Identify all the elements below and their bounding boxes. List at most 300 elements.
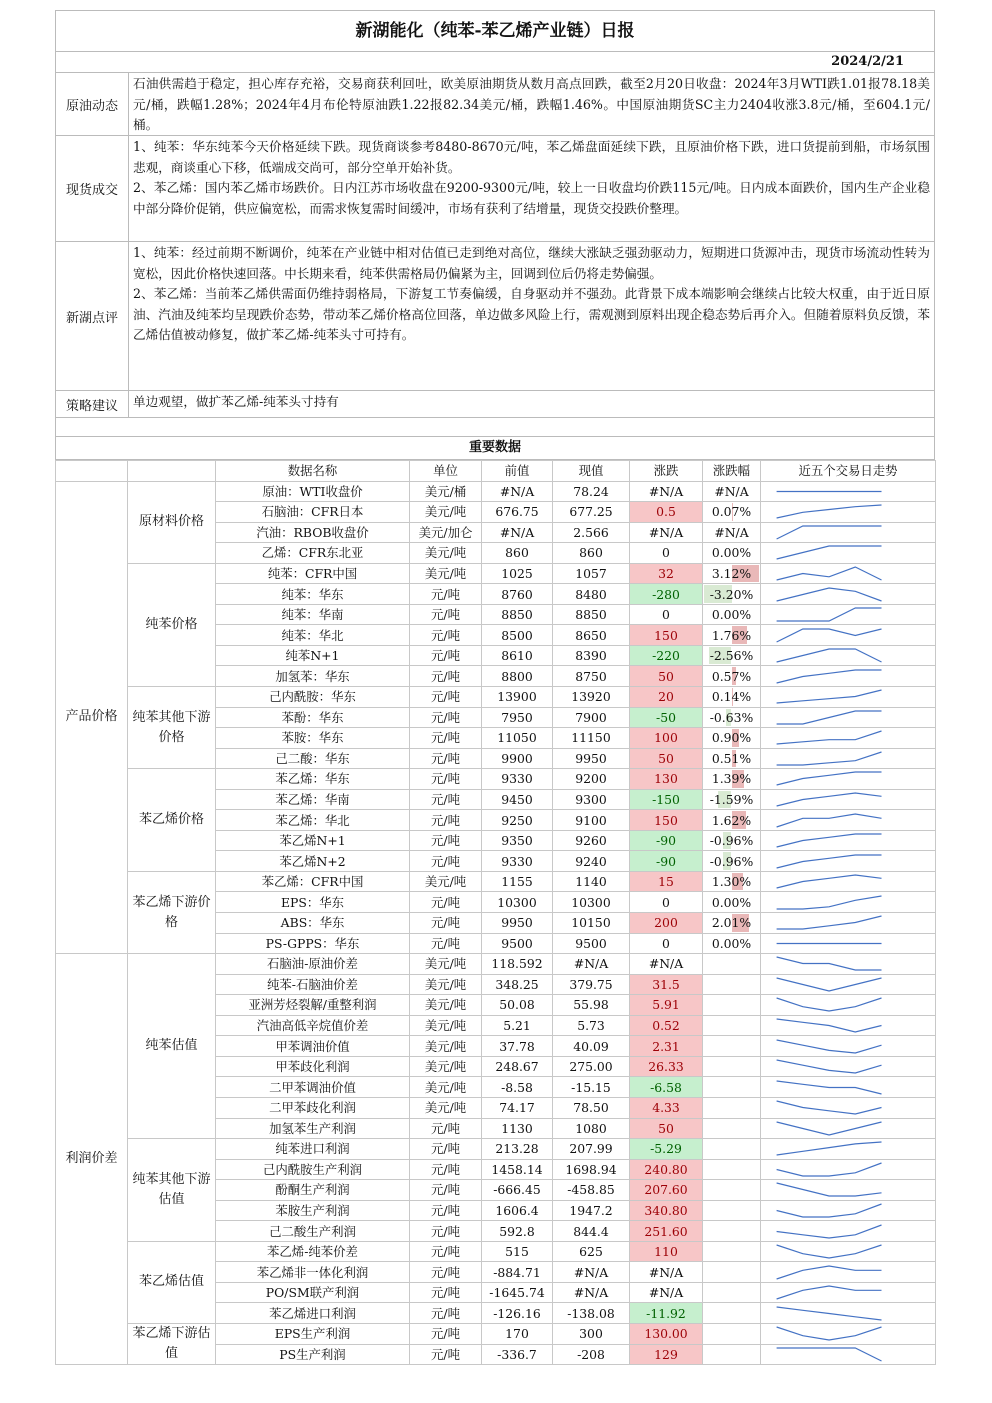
current-value-cell: 55.98 bbox=[553, 995, 630, 1016]
data-name-cell: 甲苯歧化利润 bbox=[216, 1056, 410, 1077]
current-value-cell: 9500 bbox=[553, 933, 630, 954]
trend-sparkline bbox=[761, 1282, 936, 1303]
change-cell: 4.33 bbox=[630, 1097, 703, 1118]
current-value-cell: 40.09 bbox=[553, 1036, 630, 1057]
trend-sparkline bbox=[761, 892, 936, 913]
trend-sparkline bbox=[761, 789, 936, 810]
change-cell: 207.60 bbox=[630, 1180, 703, 1201]
group-label: 苯乙烯下游价格 bbox=[128, 871, 216, 953]
current-value-cell: 1947.2 bbox=[553, 1200, 630, 1221]
group-label: 纯苯其他下游估值 bbox=[128, 1139, 216, 1242]
unit-cell: 元/吨 bbox=[410, 604, 482, 625]
change-cell: #N/A bbox=[630, 954, 703, 975]
change-cell: -50 bbox=[630, 707, 703, 728]
change-cell: -90 bbox=[630, 830, 703, 851]
sparkline-path bbox=[777, 752, 882, 765]
change-cell: #N/A bbox=[630, 1282, 703, 1303]
section-label: 现货成交 bbox=[56, 136, 129, 241]
change-cell: #N/A bbox=[630, 522, 703, 543]
percent-text: 0.14% bbox=[711, 689, 752, 705]
percent-text: 1.39% bbox=[711, 771, 752, 787]
change-cell: 150 bbox=[630, 810, 703, 831]
change-percent-cell bbox=[703, 769, 761, 790]
change-cell: -90 bbox=[630, 851, 703, 872]
current-value-cell: 1057 bbox=[553, 563, 630, 584]
change-cell: 2.31 bbox=[630, 1036, 703, 1057]
data-table bbox=[55, 460, 936, 1365]
change-percent-cell bbox=[703, 974, 761, 995]
sparkline-path bbox=[777, 670, 882, 683]
section-text bbox=[129, 391, 934, 417]
change-cell: -6.58 bbox=[630, 1077, 703, 1098]
data-name-cell: 苯胺生产利润 bbox=[216, 1200, 410, 1221]
current-value-cell: 9240 bbox=[553, 851, 630, 872]
percent-text: -2.56% bbox=[709, 648, 754, 664]
change-percent-cell bbox=[703, 1077, 761, 1098]
sparkline-path bbox=[777, 978, 882, 991]
prev-value-cell: 9330 bbox=[482, 769, 553, 790]
current-value-cell: #N/A bbox=[553, 954, 630, 975]
prev-value-cell: 860 bbox=[482, 543, 553, 564]
unit-cell: 元/吨 bbox=[410, 1241, 482, 1262]
sparkline-path bbox=[777, 588, 882, 601]
unit-cell: 美元/加仑 bbox=[410, 522, 482, 543]
sparkline-path bbox=[777, 1081, 882, 1094]
data-name-cell: 苯乙烯N+2 bbox=[216, 851, 410, 872]
trend-sparkline bbox=[761, 625, 936, 646]
current-value-cell: #N/A bbox=[553, 1262, 630, 1283]
change-cell: -5.29 bbox=[630, 1139, 703, 1160]
change-cell: 26.33 bbox=[630, 1056, 703, 1077]
section-paragraph: 单边观望，做扩苯乙烯-纯苯头寸持有 bbox=[133, 394, 339, 409]
data-name-cell: 苯乙烯-纯苯价差 bbox=[216, 1241, 410, 1262]
unit-cell: 元/吨 bbox=[410, 1282, 482, 1303]
change-percent-cell bbox=[703, 871, 761, 892]
unit-cell: 元/吨 bbox=[410, 1303, 482, 1324]
prev-value-cell: -1645.74 bbox=[482, 1282, 553, 1303]
current-value-cell: 13920 bbox=[553, 687, 630, 708]
prev-value-cell: 515 bbox=[482, 1241, 553, 1262]
percent-text: 1.30% bbox=[711, 874, 752, 890]
current-value-cell: -208 bbox=[553, 1344, 630, 1365]
change-percent-cell bbox=[703, 481, 761, 502]
change-percent-cell bbox=[703, 748, 761, 769]
data-name-cell: 苯乙烯：CFR中国 bbox=[216, 871, 410, 892]
trend-sparkline bbox=[761, 1241, 936, 1262]
section-0 bbox=[55, 73, 935, 136]
unit-cell: 元/吨 bbox=[410, 1200, 482, 1221]
trend-sparkline bbox=[761, 1323, 936, 1344]
trend-sparkline bbox=[761, 1097, 936, 1118]
trend-sparkline bbox=[761, 933, 936, 954]
sparkline-path bbox=[777, 814, 882, 827]
change-percent-cell bbox=[703, 502, 761, 523]
group-label: 纯苯价格 bbox=[128, 563, 216, 686]
unit-cell: 元/吨 bbox=[410, 830, 482, 851]
current-value-cell: 844.4 bbox=[553, 1221, 630, 1242]
prev-value-cell: 1458.14 bbox=[482, 1159, 553, 1180]
category-label: 产品价格 bbox=[56, 481, 128, 954]
data-name-cell: 苯乙烯非一体化利润 bbox=[216, 1262, 410, 1283]
data-name-cell: PS-GPPS：华东 bbox=[216, 933, 410, 954]
current-value-cell: 11150 bbox=[553, 728, 630, 749]
change-percent-cell bbox=[703, 687, 761, 708]
section-2 bbox=[55, 242, 935, 391]
current-value-cell: -138.08 bbox=[553, 1303, 630, 1324]
sparkline-path bbox=[777, 546, 882, 559]
change-cell: 5.91 bbox=[630, 995, 703, 1016]
sparkline-path bbox=[777, 957, 882, 970]
change-percent-cell bbox=[703, 625, 761, 646]
unit-cell: 元/吨 bbox=[410, 851, 482, 872]
sparkline-path bbox=[777, 649, 882, 662]
trend-sparkline bbox=[761, 1344, 936, 1365]
section-text bbox=[129, 242, 934, 390]
data-name-cell: 汽油高低辛烷值价差 bbox=[216, 1015, 410, 1036]
sparkline-path bbox=[777, 998, 882, 1011]
section-text bbox=[129, 73, 934, 135]
prev-value-cell: 5.21 bbox=[482, 1015, 553, 1036]
change-cell: 31.5 bbox=[630, 974, 703, 995]
prev-value-cell: 8500 bbox=[482, 625, 553, 646]
data-name-cell: EPS：华东 bbox=[216, 892, 410, 913]
unit-cell: 美元/吨 bbox=[410, 1056, 482, 1077]
change-percent-cell bbox=[703, 1056, 761, 1077]
change-percent-cell bbox=[703, 892, 761, 913]
trend-sparkline bbox=[761, 1036, 936, 1057]
change-percent-cell bbox=[703, 1159, 761, 1180]
prev-value-cell: 213.28 bbox=[482, 1139, 553, 1160]
report-sheet bbox=[55, 10, 935, 1365]
section-text bbox=[129, 136, 934, 241]
current-value-cell: 1080 bbox=[553, 1118, 630, 1139]
change-percent-cell bbox=[703, 1200, 761, 1221]
current-value-cell: 860 bbox=[553, 543, 630, 564]
section-label: 策略建议 bbox=[56, 391, 129, 417]
percent-text: 2.01% bbox=[711, 915, 752, 931]
section-1 bbox=[55, 136, 935, 242]
prev-value-cell: 8760 bbox=[482, 584, 553, 605]
group-label: 纯苯估值 bbox=[128, 954, 216, 1139]
data-name-cell: 甲苯调油价值 bbox=[216, 1036, 410, 1057]
sparkline-path bbox=[777, 855, 882, 868]
data-name-cell: 己二酸生产利润 bbox=[216, 1221, 410, 1242]
trend-sparkline bbox=[761, 810, 936, 831]
sparkline-path bbox=[777, 1122, 882, 1135]
trend-sparkline bbox=[761, 1221, 936, 1242]
unit-cell: 美元/桶 bbox=[410, 481, 482, 502]
sparkline-path bbox=[777, 1245, 882, 1258]
unit-cell: 元/吨 bbox=[410, 645, 482, 666]
current-value-cell: 275.00 bbox=[553, 1056, 630, 1077]
prev-value-cell: 118.592 bbox=[482, 954, 553, 975]
unit-cell: 元/吨 bbox=[410, 625, 482, 646]
trend-sparkline bbox=[761, 1262, 936, 1283]
prev-value-cell: 170 bbox=[482, 1323, 553, 1344]
change-percent-cell bbox=[703, 1180, 761, 1201]
data-name-cell: PO/SM联产利润 bbox=[216, 1282, 410, 1303]
unit-cell: 元/吨 bbox=[410, 707, 482, 728]
sparkline-path bbox=[777, 1163, 882, 1176]
data-name-cell: 石脑油-原油价差 bbox=[216, 954, 410, 975]
change-percent-cell bbox=[703, 830, 761, 851]
current-value-cell: 8850 bbox=[553, 604, 630, 625]
unit-cell: 元/吨 bbox=[410, 892, 482, 913]
trend-sparkline bbox=[761, 563, 936, 584]
sparkline-path bbox=[777, 690, 882, 703]
change-cell: 15 bbox=[630, 871, 703, 892]
section-paragraph: 石油供需趋于稳定，担心库存充裕，交易商获利回吐，欧美原油期货从数月高点回跌，截至2月20日收盘：2024年3月WTI跌1.01报78.18美元/桶，跌幅1.28%；2024年4月布伦特原油跌1.22报82.34美元/桶，跌幅1.46%。中国原油期货SC主力2404收涨3.8元/桶，至604.1元/桶。 bbox=[133, 76, 930, 132]
change-cell: 130.00 bbox=[630, 1323, 703, 1344]
percent-text: 3.12% bbox=[711, 566, 752, 581]
unit-cell: 美元/吨 bbox=[410, 563, 482, 584]
percent-text: 0.00% bbox=[711, 607, 752, 623]
unit-cell: 元/吨 bbox=[410, 1221, 482, 1242]
percent-text: -0.96% bbox=[709, 853, 754, 869]
data-name-cell: 苯乙烯N+1 bbox=[216, 830, 410, 851]
change-percent-cell bbox=[703, 522, 761, 543]
prev-value-cell: 1606.4 bbox=[482, 1200, 553, 1221]
section-label: 新湖点评 bbox=[56, 242, 129, 390]
data-name-cell: 纯苯：CFR中国 bbox=[216, 563, 410, 584]
data-name-cell: 汽油：RBOB收盘价 bbox=[216, 522, 410, 543]
unit-cell: 美元/吨 bbox=[410, 954, 482, 975]
commentary-sections bbox=[55, 73, 935, 418]
prev-value-cell: 9900 bbox=[482, 748, 553, 769]
trend-sparkline bbox=[761, 748, 936, 769]
sparkline-path bbox=[777, 1225, 882, 1238]
unit-cell: 元/吨 bbox=[410, 1159, 482, 1180]
change-percent-cell bbox=[703, 604, 761, 625]
table-row bbox=[56, 1139, 936, 1160]
change-cell: 340.80 bbox=[630, 1200, 703, 1221]
change-percent-cell bbox=[703, 563, 761, 584]
section-paragraph: 2、苯乙烯：国内苯乙烯市场跌价。日内江苏市场收盘在9200-9300元/吨，较上一日收盘均价跌115元/吨。日内成本面跌价，国内生产企业稳中部分降价促销，供应偏宽松，而需求恢复需时间缓冲，市场有获利了结增量，现货交投跌价整理。 bbox=[133, 180, 930, 216]
current-value-cell: 8390 bbox=[553, 645, 630, 666]
prev-value-cell: -336.7 bbox=[482, 1344, 553, 1365]
trend-sparkline bbox=[761, 1015, 936, 1036]
prev-value-cell: 1155 bbox=[482, 871, 553, 892]
trend-sparkline bbox=[761, 687, 936, 708]
current-value-cell: 8750 bbox=[553, 666, 630, 687]
table-header-row bbox=[56, 461, 936, 482]
current-value-cell: 8650 bbox=[553, 625, 630, 646]
change-cell: 240.80 bbox=[630, 1159, 703, 1180]
sparkline-path bbox=[777, 896, 882, 909]
current-value-cell: 9200 bbox=[553, 769, 630, 790]
table-row bbox=[56, 687, 936, 708]
report-title: 新湖能化（纯苯-苯乙烯产业链）日报 bbox=[55, 10, 935, 52]
trend-sparkline bbox=[761, 543, 936, 564]
change-percent-cell bbox=[703, 954, 761, 975]
column-header: 涨跌幅 bbox=[703, 461, 761, 482]
unit-cell: 美元/吨 bbox=[410, 995, 482, 1016]
data-name-cell: 己内酰胺：华东 bbox=[216, 687, 410, 708]
column-header: 前值 bbox=[482, 461, 553, 482]
unit-cell: 元/吨 bbox=[410, 1344, 482, 1365]
trend-sparkline bbox=[761, 974, 936, 995]
data-name-cell: 苯胺：华东 bbox=[216, 728, 410, 749]
sparkline-path bbox=[777, 875, 882, 888]
trend-sparkline bbox=[761, 830, 936, 851]
sparkline-path bbox=[777, 505, 882, 518]
percent-text: 0.51% bbox=[711, 750, 752, 766]
current-value-cell: 9100 bbox=[553, 810, 630, 831]
prev-value-cell: 7950 bbox=[482, 707, 553, 728]
sparkline-path bbox=[777, 1327, 882, 1340]
unit-cell: 元/吨 bbox=[410, 1118, 482, 1139]
percent-text: #N/A bbox=[714, 483, 749, 499]
data-name-cell: 纯苯N+1 bbox=[216, 645, 410, 666]
change-cell: 150 bbox=[630, 625, 703, 646]
change-cell: 0 bbox=[630, 604, 703, 625]
trend-sparkline bbox=[761, 1200, 936, 1221]
data-name-cell: 苯酚：华东 bbox=[216, 707, 410, 728]
change-cell: -150 bbox=[630, 789, 703, 810]
change-cell: -280 bbox=[630, 584, 703, 605]
sparkline-path bbox=[777, 1286, 882, 1299]
unit-cell: 美元/吨 bbox=[410, 1097, 482, 1118]
change-percent-cell bbox=[703, 543, 761, 564]
sparkline-path bbox=[777, 1266, 882, 1279]
sparkline-path bbox=[777, 1101, 882, 1114]
sparkline-path bbox=[777, 793, 882, 806]
prev-value-cell: 676.75 bbox=[482, 502, 553, 523]
sparkline-path bbox=[777, 772, 882, 785]
unit-cell: 美元/吨 bbox=[410, 871, 482, 892]
current-value-cell: -15.15 bbox=[553, 1077, 630, 1098]
section-paragraph: 2、苯乙烯：当前苯乙烯供需面仍维持弱格局，下游复工节奏偏缓，自身驱动并不强劲。此背景下成本端影响会继续占比较大权重，由于近日原油、汽油及纯苯均呈现跌价态势，带动苯乙烯价格高位回落，单边做多风险上行，需观测到原料出现企稳态势后再介入。但随着原料负反馈，苯乙烯估值被动修复，做扩苯乙烯-纯苯头寸可持有。 bbox=[133, 286, 930, 342]
column-header: 单位 bbox=[410, 461, 482, 482]
prev-value-cell: 8610 bbox=[482, 645, 553, 666]
change-cell: 0.52 bbox=[630, 1015, 703, 1036]
category-label: 利润价差 bbox=[56, 954, 128, 1365]
change-cell: 200 bbox=[630, 913, 703, 934]
sparkline-path bbox=[777, 1348, 882, 1361]
table-row bbox=[56, 563, 936, 584]
current-value-cell: 2.566 bbox=[553, 522, 630, 543]
data-name-cell: 苯乙烯：华南 bbox=[216, 789, 410, 810]
data-name-cell: EPS生产利润 bbox=[216, 1323, 410, 1344]
trend-sparkline bbox=[761, 1118, 936, 1139]
change-percent-cell bbox=[703, 1139, 761, 1160]
data-name-cell: 石脑油：CFR日本 bbox=[216, 502, 410, 523]
data-name-cell: 加氢苯生产利润 bbox=[216, 1118, 410, 1139]
trend-sparkline bbox=[761, 645, 936, 666]
trend-sparkline bbox=[761, 502, 936, 523]
change-percent-cell bbox=[703, 645, 761, 666]
sparkline-path bbox=[777, 731, 882, 744]
data-name-cell: 纯苯：华南 bbox=[216, 604, 410, 625]
percent-text: 0.00% bbox=[711, 894, 752, 910]
unit-cell: 元/吨 bbox=[410, 913, 482, 934]
prev-value-cell: 8850 bbox=[482, 604, 553, 625]
group-label: 苯乙烯估值 bbox=[128, 1241, 216, 1323]
data-name-cell: 原油：WTI收盘价 bbox=[216, 481, 410, 502]
column-header: 现值 bbox=[553, 461, 630, 482]
percent-text: -0.96% bbox=[709, 833, 754, 849]
prev-value-cell: 9500 bbox=[482, 933, 553, 954]
table-row bbox=[56, 769, 936, 790]
unit-cell: 美元/吨 bbox=[410, 1077, 482, 1098]
sparkline-path bbox=[777, 711, 882, 724]
percent-text: 1.62% bbox=[711, 812, 752, 828]
column-header: 数据名称 bbox=[216, 461, 410, 482]
trend-sparkline bbox=[761, 728, 936, 749]
current-value-cell: 677.25 bbox=[553, 502, 630, 523]
data-name-cell: 己二酸：华东 bbox=[216, 748, 410, 769]
percent-text: 0.57% bbox=[711, 668, 752, 684]
current-value-cell: 78.50 bbox=[553, 1097, 630, 1118]
change-percent-cell bbox=[703, 1036, 761, 1057]
sparkline-path bbox=[777, 608, 882, 621]
change-cell: 50 bbox=[630, 748, 703, 769]
table-row bbox=[56, 1241, 936, 1262]
unit-cell: 元/吨 bbox=[410, 1139, 482, 1160]
prev-value-cell: 10300 bbox=[482, 892, 553, 913]
change-cell: 50 bbox=[630, 1118, 703, 1139]
group-label: 苯乙烯价格 bbox=[128, 769, 216, 872]
unit-cell: 美元/吨 bbox=[410, 543, 482, 564]
trend-sparkline bbox=[761, 1303, 936, 1324]
percent-text: -0.63% bbox=[709, 709, 754, 725]
data-name-cell: 纯苯：华东 bbox=[216, 584, 410, 605]
sparkline-path bbox=[777, 1142, 882, 1155]
unit-cell: 元/吨 bbox=[410, 933, 482, 954]
unit-cell: 元/吨 bbox=[410, 687, 482, 708]
sparkline-path bbox=[777, 1307, 882, 1320]
current-value-cell: #N/A bbox=[553, 1282, 630, 1303]
important-data-title: 重要数据 bbox=[55, 437, 935, 460]
change-percent-cell bbox=[703, 995, 761, 1016]
trend-sparkline bbox=[761, 769, 936, 790]
unit-cell: 元/吨 bbox=[410, 1180, 482, 1201]
section-3 bbox=[55, 391, 935, 418]
current-value-cell: 5.73 bbox=[553, 1015, 630, 1036]
percent-text: 1.76% bbox=[711, 627, 752, 643]
unit-cell: 元/吨 bbox=[410, 748, 482, 769]
current-value-cell: 8480 bbox=[553, 584, 630, 605]
prev-value-cell: 37.78 bbox=[482, 1036, 553, 1057]
prev-value-cell: 248.67 bbox=[482, 1056, 553, 1077]
change-percent-cell bbox=[703, 851, 761, 872]
unit-cell: 元/吨 bbox=[410, 789, 482, 810]
change-percent-cell bbox=[703, 1241, 761, 1262]
prev-value-cell: 1025 bbox=[482, 563, 553, 584]
prev-value-cell: 1130 bbox=[482, 1118, 553, 1139]
current-value-cell: 7900 bbox=[553, 707, 630, 728]
sparkline-path bbox=[777, 1204, 882, 1217]
current-value-cell: 9300 bbox=[553, 789, 630, 810]
prev-value-cell: 8800 bbox=[482, 666, 553, 687]
sparkline-path bbox=[777, 567, 882, 580]
current-value-cell: 300 bbox=[553, 1323, 630, 1344]
change-percent-cell bbox=[703, 584, 761, 605]
prev-value-cell: 74.17 bbox=[482, 1097, 553, 1118]
change-cell: 130 bbox=[630, 769, 703, 790]
change-percent-cell bbox=[703, 1303, 761, 1324]
change-percent-cell bbox=[703, 1097, 761, 1118]
column-header: 近五个交易日走势 bbox=[761, 461, 936, 482]
percent-text: 0.07% bbox=[711, 504, 752, 520]
trend-sparkline bbox=[761, 666, 936, 687]
trend-sparkline bbox=[761, 1139, 936, 1160]
change-cell: 251.60 bbox=[630, 1221, 703, 1242]
unit-cell: 元/吨 bbox=[410, 728, 482, 749]
prev-value-cell: 9330 bbox=[482, 851, 553, 872]
change-percent-cell bbox=[703, 1344, 761, 1365]
change-cell: 0 bbox=[630, 933, 703, 954]
